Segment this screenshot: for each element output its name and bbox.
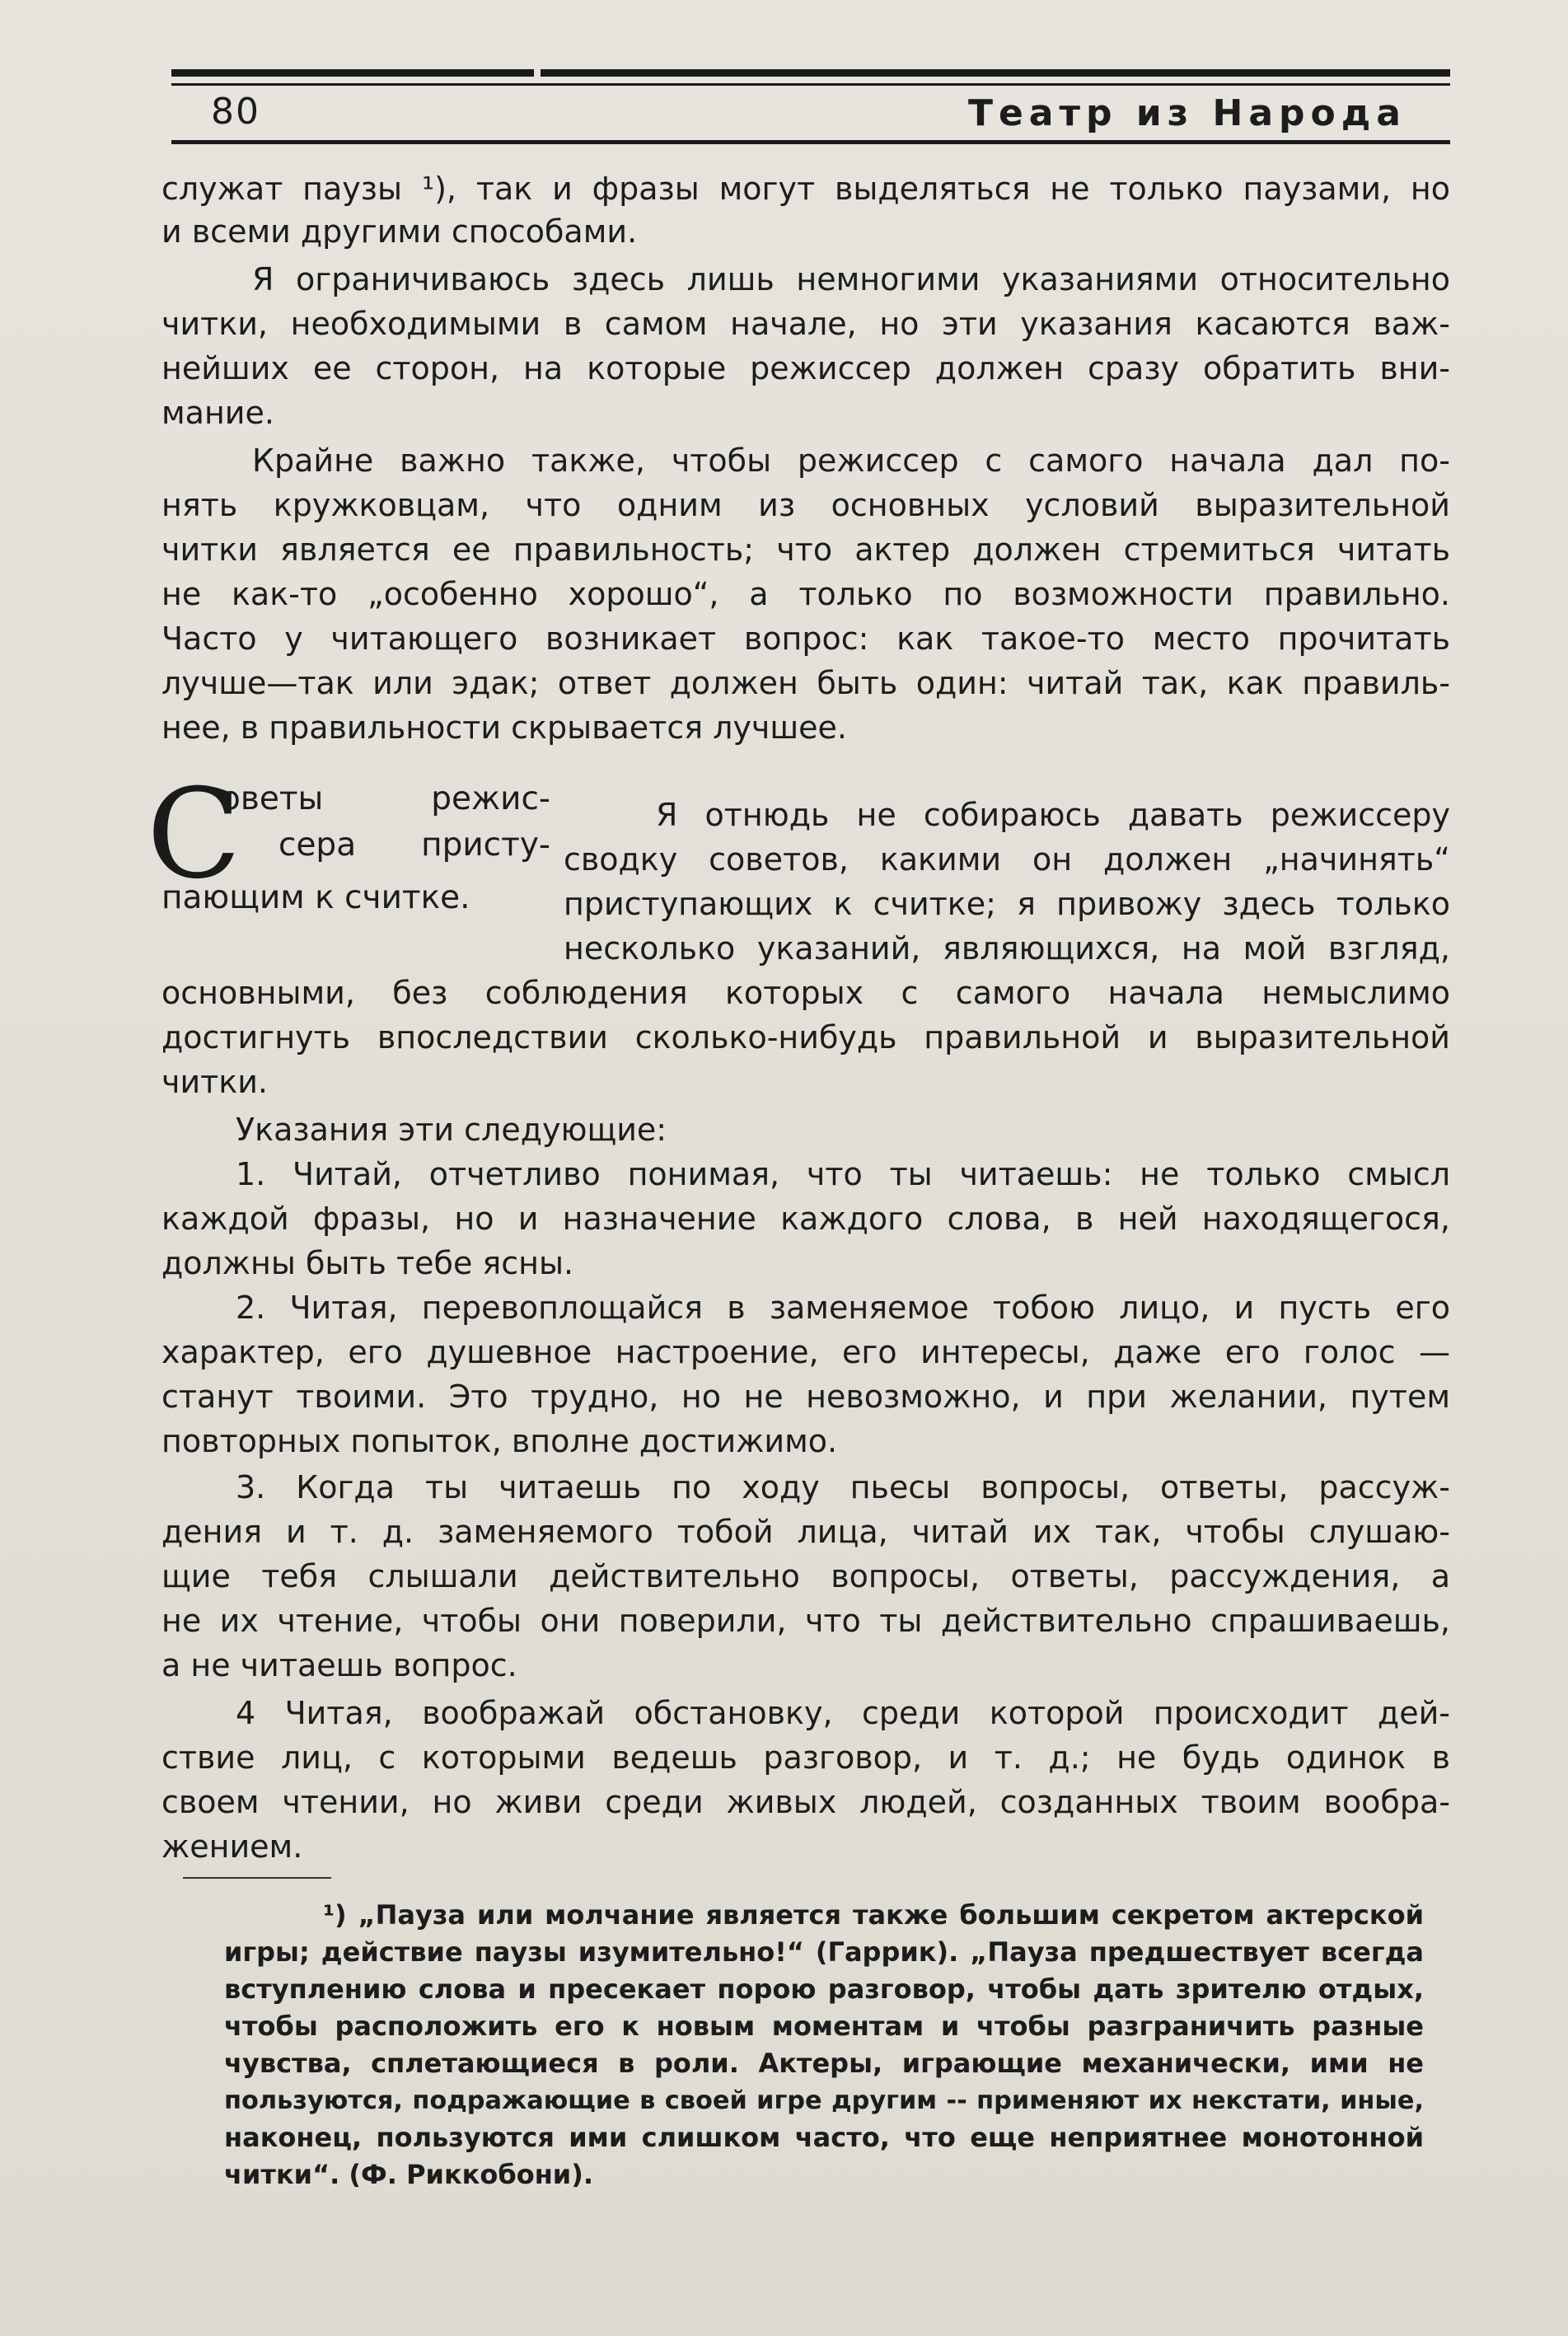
text-line: нять кружковцам, что одним из основных условий выразительной: [161, 487, 1450, 523]
text-line: нее, в правильности скрывается лучшее.: [161, 709, 847, 746]
page-number: 80: [211, 91, 260, 133]
footnote-line: чувства, сплетающиеся в роли. Актеры, играющие механически, ими не: [224, 2048, 1424, 2079]
text-line: должны быть тебе ясны.: [161, 1245, 574, 1281]
text-line: несколько указаний, являющихся, на мой взгляд,: [564, 930, 1450, 967]
text-line: Я ограничиваюсь здесь лишь немногими указаниями относительно: [252, 261, 1450, 297]
footnote-line: чтобы расположить его к новым моментам и чтобы разграничить разные: [224, 2011, 1424, 2042]
text-line: Часто у читающего возникает вопрос: как такое-то место прочитать: [161, 620, 1450, 657]
text-line: дения и т. д. заменяемого тобой лица, читай их так, чтобы слушаю-: [161, 1514, 1450, 1550]
text-line: достигнуть впоследствии сколько-нибудь правильной и выразительной: [161, 1019, 1450, 1056]
text-line: а не читаешь вопрос.: [161, 1647, 517, 1683]
text-line: щие тебя слышали действительно вопросы, ответы, рассуждения, а: [161, 1558, 1450, 1594]
dropcap-letter: С: [147, 763, 241, 906]
side-heading-line: оветы режис-: [221, 780, 550, 817]
text-line: читки, необходимыми в самом начале, но эти указания касаются важ-: [161, 306, 1450, 342]
footnote-line: пользуются, подражающие в своей игре другим -- применяют их некстати, иные,: [224, 2086, 1424, 2115]
text-line: Указания эти следующие:: [236, 1112, 667, 1148]
text-line: мание.: [161, 395, 274, 431]
footnote-line: читки“. (Ф. Риккобони).: [224, 2159, 593, 2190]
text-line: станут твоими. Это трудно, но не невозможно, и при желании, путем: [161, 1379, 1450, 1415]
text-line: основными, без соблюдения которых с самого начала немыслимо: [161, 975, 1450, 1011]
text-line: своем чтении, но живи среди живых людей, созданных твоим вообра-: [161, 1784, 1450, 1820]
text-line: сводку советов, какими он должен „начинять“: [564, 841, 1450, 878]
footnote-rule: [183, 1877, 331, 1879]
text-line: не как-то „особенно хорошо“, а только по возможности правильно.: [161, 576, 1450, 612]
side-heading-line: сера присту-: [278, 826, 550, 864]
text-line: 4 Читая, воображай обстановку, среди которой происходит дей-: [236, 1695, 1450, 1731]
side-heading-line: пающим к считке.: [161, 879, 470, 916]
text-line: Я отнюдь не собираюсь давать режиссеру: [656, 797, 1450, 833]
text-line: ствие лиц, с которыми ведешь разговор, и т. д.; не будь одинок в: [161, 1739, 1450, 1776]
text-line: Крайне важно также, чтобы режиссер с самого начала дал по-: [252, 442, 1450, 479]
text-line: жением.: [161, 1828, 303, 1865]
text-line: 2. Читая, перевоплощайся в заменяемое тобою лицо, и пусть его: [236, 1290, 1450, 1326]
text-line: лучше—так или эдак; ответ должен быть один: читай так, как правиль-: [161, 665, 1450, 701]
text-line: читки.: [161, 1064, 269, 1100]
text-line: читки является ее правильность; что актер должен стремиться читать: [161, 531, 1450, 568]
text-line: 1. Читай, отчетливо понимая, что ты читаешь: не только смысл: [236, 1156, 1450, 1192]
header-top-rule: [171, 69, 1450, 77]
footnote-line: ¹) „Пауза или молчание является также большим секретом актерской: [323, 1899, 1424, 1931]
text-line: нейших ее сторон, на которые режиссер должен сразу обратить вни-: [161, 350, 1450, 386]
text-line: 3. Когда ты читаешь по ходу пьесы вопросы, ответы, рассуж-: [236, 1469, 1450, 1505]
text-line: повторных попыток, вполне достижимо.: [161, 1423, 838, 1459]
footnote-line: вступлению слова и пресекает порою разговор, чтобы дать зрителю отдых,: [224, 1973, 1424, 2005]
text-line: не их чтение, чтобы они поверили, что ты действительно спрашиваешь,: [161, 1603, 1450, 1639]
text-line: служат паузы ¹), так и фразы могут выделяться не только паузами, но: [161, 171, 1450, 207]
text-line: характер, его душевное настроение, его интересы, даже его голос —: [161, 1334, 1450, 1370]
footnote-line: наконец, пользуются ими слишком часто, что еще неприятнее монотонной: [224, 2122, 1424, 2153]
header-thin-rule: [171, 83, 1450, 86]
running-title: Театр из Народа: [967, 92, 1407, 134]
text-line: приступающих к считке; я привожу здесь только: [564, 886, 1450, 922]
text-line: и всеми другими способами.: [161, 213, 638, 250]
footnote-line: игры; действие паузы изумительно!“ (Гаррик). „Пауза предшествует всегда: [224, 1936, 1424, 1968]
text-line: каждой фразы, но и назначение каждого слова, в ней находящегося,: [161, 1201, 1450, 1237]
header-bottom-rule: [171, 140, 1450, 144]
